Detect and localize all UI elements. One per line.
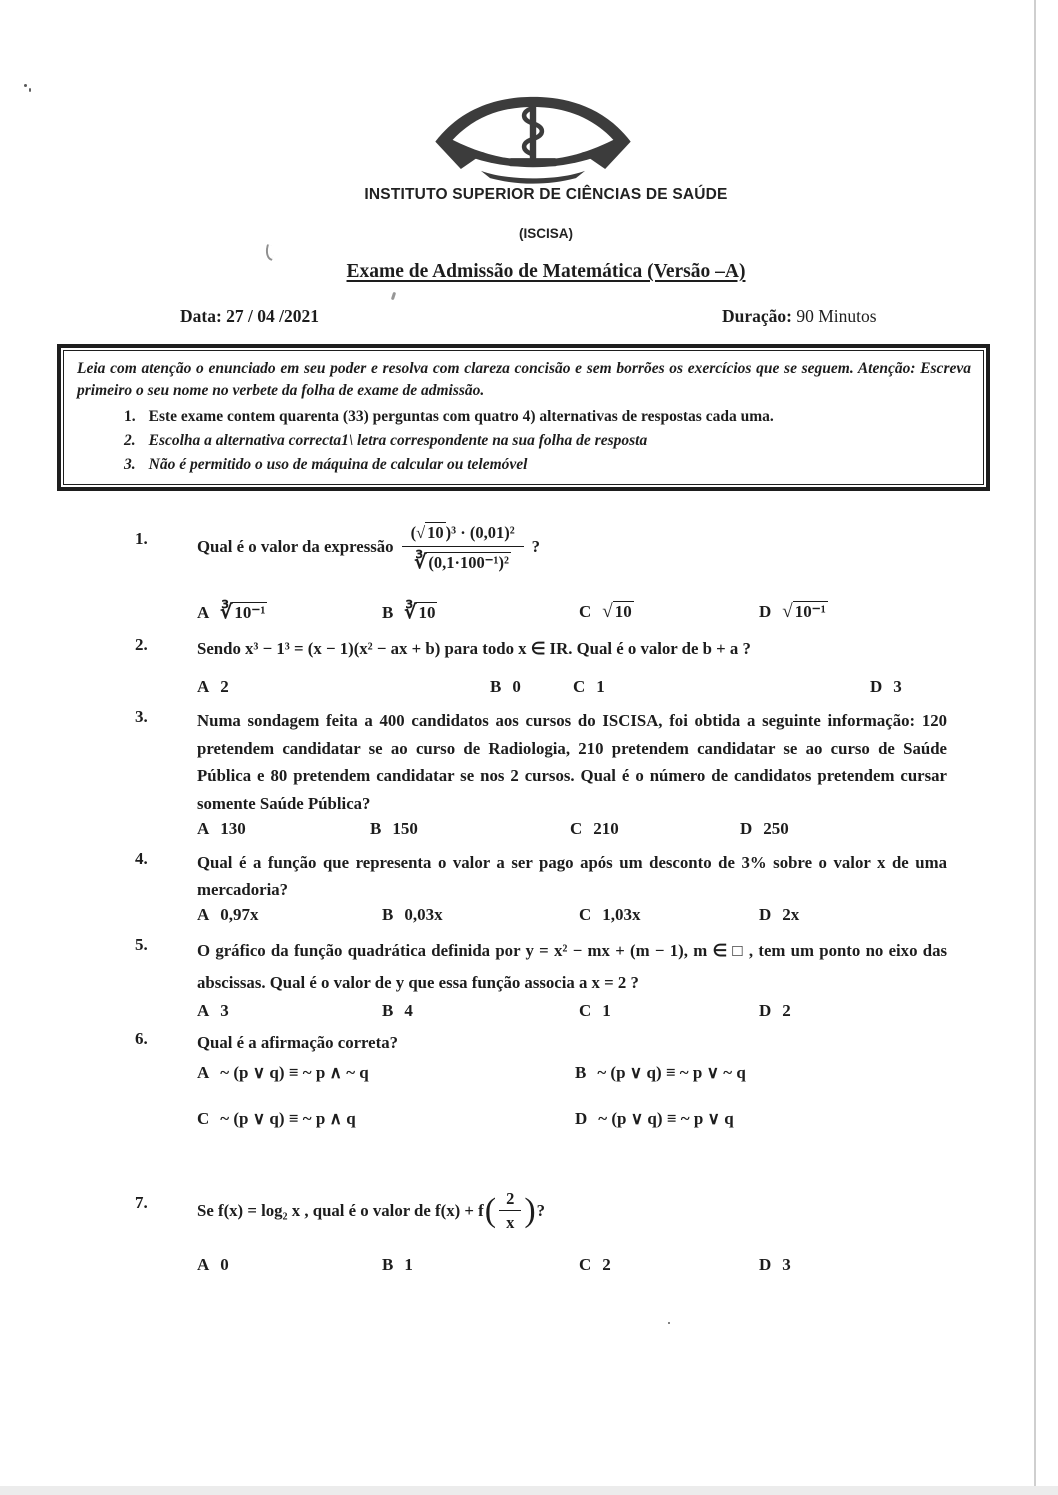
question-number: 6. (135, 1029, 148, 1048)
fraction-expression (499, 1189, 521, 1233)
open-paren: ( (484, 1192, 497, 1229)
instructions-box-inner (63, 350, 984, 485)
scan-edge-line (1034, 0, 1036, 1495)
options-row (197, 1255, 1015, 1285)
instruction-item-3 (124, 453, 971, 477)
square-root-icon: √ (782, 601, 793, 622)
duration-value: 90 Minutos (796, 306, 877, 326)
cube-root-icon: ∛ (414, 552, 427, 573)
option-a: A 0 (197, 1255, 229, 1274)
option-b: B ~ (p ∨ q) ≡ ~ p ∨ ~ q (575, 1063, 746, 1082)
option-d: D 2 (759, 1001, 791, 1020)
square-root-icon: √ (602, 601, 613, 622)
option-d: D 3 (870, 677, 902, 696)
option-a: A 0,97x (197, 905, 259, 924)
scan-artifact (29, 88, 31, 92)
question-number: 5. (135, 935, 148, 954)
option-b: B ∛ 10 (382, 602, 436, 623)
instruction-item-number: 1. (124, 408, 136, 425)
question-prompt: Qual é a função que representa o valor a ser pago após um desconto de 3% sobre o valor x de uma mercadoria? (197, 853, 947, 899)
question-tail: ? (536, 1201, 546, 1220)
options-row (197, 1001, 1015, 1029)
question-number: 4. (135, 849, 148, 868)
scan-artifact (391, 292, 396, 301)
date-label: Data: (180, 306, 222, 326)
cube-root-icon: ∛ (404, 602, 417, 623)
fraction-expression (402, 520, 524, 574)
options-row (197, 677, 1015, 707)
instruction-item-text: Este exame contem quarenta (33) perguntas com quatro 4) alternativas de respostas cada uma. (148, 408, 774, 425)
options-row (197, 601, 1015, 631)
question-prompt-text: Se f(x) = log₂ x , qual é o valor de f(x) + f (197, 1201, 484, 1220)
option-b: B 1 (382, 1255, 413, 1274)
option-d: D 250 (740, 819, 789, 838)
date-duration-row (0, 306, 1058, 332)
question-1 (135, 497, 1015, 631)
instructions-intro (77, 358, 971, 402)
fraction-numerator: 2 (499, 1189, 521, 1211)
institution-acronym: (ISCISA) (519, 226, 573, 241)
question-number: 2. (135, 635, 148, 654)
question-prompt: Qual é a afirmação correta? (197, 1033, 398, 1052)
question-prompt: O gráfico da função quadrática definida por y = x² − mx + (m − 1), m ∈ □ , tem um ponto no eixo das abscissas. Qual é o valor de y que essa função associa a x = 2 ? (197, 941, 947, 992)
instruction-item-number: 3. (124, 456, 136, 474)
question-7 (135, 1169, 1015, 1285)
options-row (197, 819, 1015, 849)
instructions-box (57, 344, 990, 491)
option-c: C 210 (570, 819, 619, 838)
options-grid (197, 1063, 1015, 1155)
option-a: A 130 (197, 819, 246, 838)
radicand: (0,1·100⁻¹)² (428, 553, 509, 572)
exam-date (180, 306, 319, 327)
iscisa-caduceus-eye-logo-icon (428, 92, 638, 184)
question-4 (135, 849, 1015, 935)
questions-list (135, 497, 1015, 1285)
question-prompt (197, 497, 1015, 597)
option-d: D ~ (p ∨ q) ≡ ~ p ∨ q (575, 1109, 734, 1128)
option-d: D 3 (759, 1255, 791, 1274)
question-2 (135, 635, 1015, 707)
option-b: B 0 (490, 677, 521, 696)
instruction-item-2 (124, 429, 971, 453)
option-b: B 4 (382, 1001, 413, 1020)
radicand: 10 (418, 603, 436, 622)
exam-duration (722, 306, 877, 327)
question-5 (135, 935, 1015, 1029)
close-paren: ) (524, 1192, 536, 1229)
option-c: C ~ (p ∨ q) ≡ ~ p ∧ q (197, 1109, 356, 1128)
question-tail: ? (531, 537, 541, 556)
question-prompt-text: Qual é o valor da expressão (197, 537, 394, 556)
fraction-numerator: (√ 10 )³ · (0,01)² (402, 520, 524, 547)
option-b: B 0,03x (382, 905, 443, 924)
option-a: A ~ (p ∨ q) ≡ ~ p ∧ ~ q (197, 1063, 369, 1082)
question-prompt: Sendo x³ − 1³ = (x − 1)(x² − ax + b) para todo x ∈ IR. Qual é o valor de b + a ? (197, 639, 751, 658)
instruction-item-text: Não é permitido o uso de máquina de calcular ou telemóvel (148, 456, 528, 474)
option-a: A 2 (197, 677, 229, 696)
question-6 (135, 1029, 1015, 1155)
options-row (197, 905, 1015, 935)
instructions-attention-text: Atenção: Escreva primeiro o seu nome no verbete da folha de exame de admissão. (77, 360, 971, 399)
question-number: 7. (135, 1193, 148, 1212)
instructions-list (77, 405, 971, 477)
date-value: 27 / 04 /2021 (226, 306, 320, 326)
question-3 (135, 707, 1015, 849)
option-c: C 2 (579, 1255, 611, 1274)
option-b: B 150 (370, 819, 418, 838)
cube-root-icon: ∛ (220, 602, 233, 623)
option-a: A 3 (197, 1001, 229, 1020)
option-c: C 1 (573, 677, 605, 696)
scan-artifact (668, 1322, 670, 1324)
fraction-denominator (414, 547, 511, 574)
option-a: A ∛ 10⁻¹ (197, 602, 266, 623)
duration-label: Duração: (722, 306, 792, 326)
question-number: 1. (135, 529, 148, 548)
institution-name: INSTITUTO SUPERIOR DE CIÊNCIAS DE SAÚDE (364, 186, 728, 203)
scan-bottom-strip (0, 1486, 1058, 1495)
radicand: 10 (614, 602, 632, 621)
instruction-item-text: Escolha a alternativa correcta1\ letra correspondente na sua folha de resposta (148, 432, 648, 450)
exam-title: Exame de Admissão de Matemática (Versão –A) (346, 261, 746, 282)
instruction-item-1 (124, 405, 971, 429)
scan-artifact (24, 84, 27, 87)
radicand: 10 (427, 523, 444, 542)
option-d: D √ 10⁻¹ (759, 601, 826, 622)
radicand: 10⁻¹ (794, 602, 826, 621)
option-d: D 2x (759, 905, 800, 924)
option-c: C √ 10 (579, 601, 632, 622)
question-prompt: Numa sondagem feita a 400 candidatos aos cursos do ISCISA, foi obtida a seguinte informação: 120 pretendem candidatar se ao curso de Radiologia, 210 pretendem candidatar se ao curso de Saúde Pública e 80 pretendem candidatar se nos 2 cursos. Qual é o número de candidatos pretendem cursar somente Saúde Pública? (197, 711, 947, 813)
scan-artifact (263, 244, 275, 261)
question-prompt (197, 1169, 1015, 1253)
question-number: 3. (135, 707, 148, 726)
fraction-denominator: x (506, 1213, 515, 1232)
radicand: 10⁻¹ (234, 603, 266, 622)
option-c: C 1 (579, 1001, 611, 1020)
option-c: C 1,03x (579, 905, 641, 924)
instructions-intro-text: Leia com atenção o enunciado em seu poder e resolva com clareza concisão e sem borrões os exercícios que se seguem. (77, 360, 854, 377)
instruction-item-number: 2. (124, 432, 136, 450)
